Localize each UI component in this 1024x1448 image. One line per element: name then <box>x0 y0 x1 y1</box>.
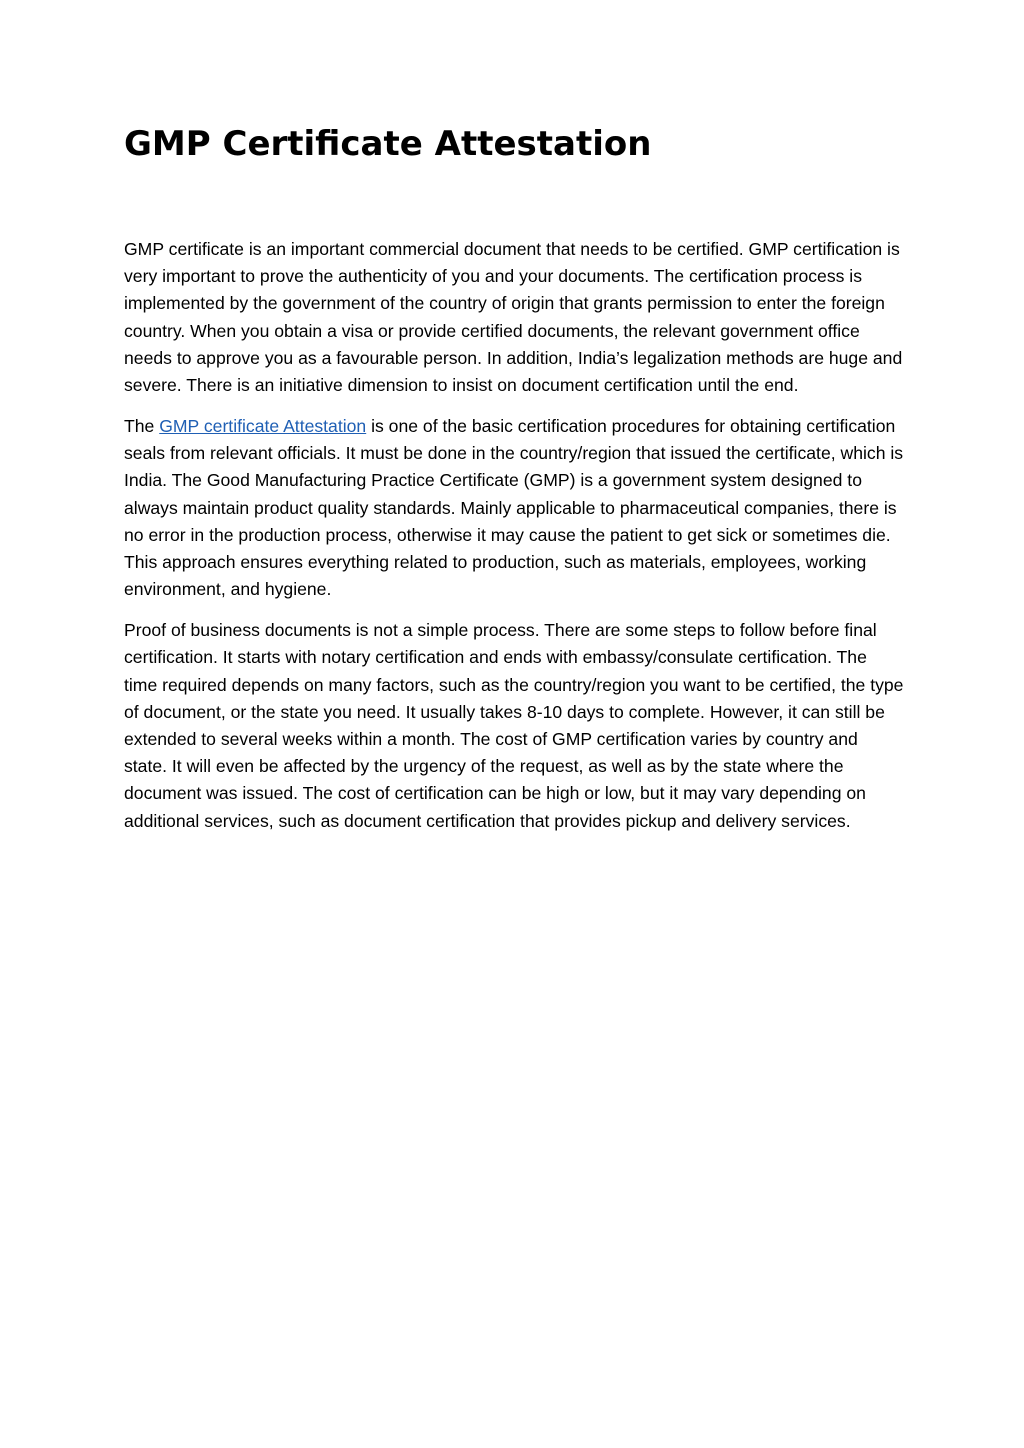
document-title: GMP Certificate Attestation <box>124 124 652 164</box>
paragraph-gmp-attestation <box>124 413 904 603</box>
paragraph-suffix-text: is one of the basic certification procedures for obtaining certification seals from relevant officials. It must be done in the country/region that issued the certificate, which is India. The Good Manufacturing Practice Certificate (GMP) is a government system designed to always maintain product quality standards. Mainly applicable to pharmaceutical companies, there is no error in the production process, otherwise it may cause the patient to get sick or sometimes die. This approach ensures everything related to production, such as materials, employees, working environment, and hygiene. <box>124 416 904 600</box>
gmp-attestation-link[interactable]: GMP certificate Attestation <box>159 416 367 437</box>
document-body <box>124 236 904 849</box>
paragraph-prefix-text: The <box>124 416 160 437</box>
paragraph-intro: GMP certificate is an important commercial document that needs to be certified. GMP certification is very important to prove the authenticity of you and your documents. The certification process is implemented by the government of the country of origin that grants permission to enter the foreign country. When you obtain a visa or provide certified documents, the relevant government office needs to approve you as a favourable person. In addition, India’s legalization methods are huge and severe. There is an initiative dimension to insist on document certification until the end. <box>124 239 903 396</box>
paragraph-process: Proof of business documents is not a simple process. There are some steps to follow before final certification. It starts with notary certification and ends with embassy/consulate certification. The time required depends on many factors, such as the country/region you want to be certified, the type of document, or the state you need. It usually takes 8-10 days to complete. However, it can still be extended to several weeks within a month. The cost of GMP certification varies by country and state. It will even be affected by the urgency of the request, as well as by the state where the document was issued. The cost of certification can be high or low, but it may vary depending on additional services, such as document certification that provides pickup and delivery services. <box>124 620 904 831</box>
